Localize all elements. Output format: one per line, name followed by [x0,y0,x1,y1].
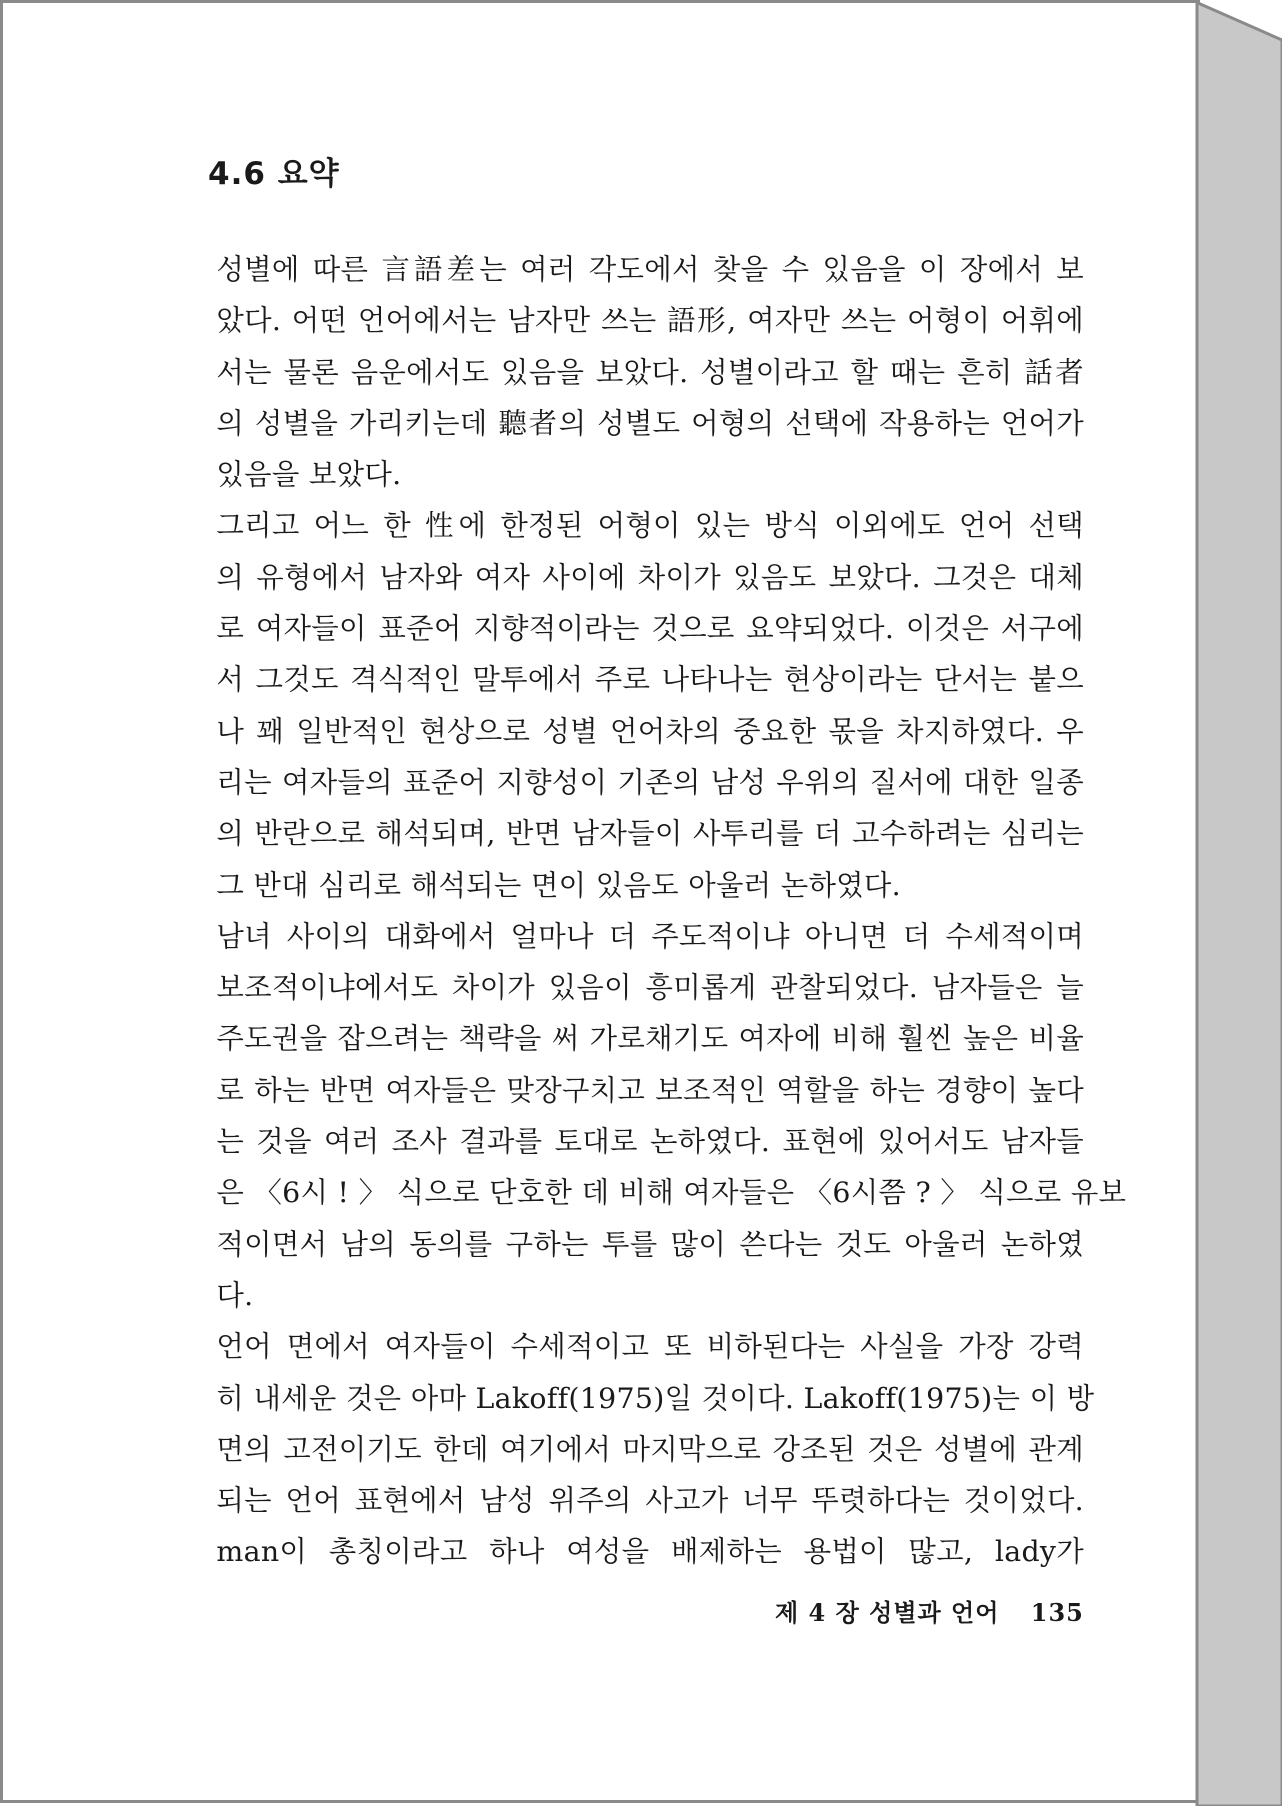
text-line: 그 반대 심리로 해석되는 면이 있음도 아울러 논하였다. [216,868,901,902]
text-line: 남녀 사이의 대화에서 얼마나 더 주도적이냐 아니면 더 수세적이며 [216,919,1084,953]
text-line: 로 여자들이 표준어 지향적이라는 것으로 요약되었다. 이것은 서구에 [216,612,1084,646]
page-number: 135 [1030,1598,1084,1627]
text-line: 다. [216,1278,254,1312]
text-line: 언어 면에서 여자들이 수세적이고 또 비하된다는 사실을 가장 강력 [216,1330,1084,1364]
chapter-running-title: 제 4 장 성별과 언어 [775,1598,1000,1627]
section-title: 4.6 요약 [208,156,340,192]
text-line: 있음을 보았다. [216,458,402,492]
text-line: 주도권을 잡으려는 책략을 써 가로채기도 여자에 비해 훨씬 높은 비율 [216,1022,1084,1056]
text-line: man이 총칭이라고 하나 여성을 배제하는 용법이 많고, lady가 [216,1535,1084,1569]
paragraph-2 [188,500,1084,910]
text-line: 성별에 따른 言語差는 여러 각도에서 찾을 수 있음을 이 장에서 보 [216,253,1084,286]
page-footer [775,1593,1084,1628]
paragraph-4 [188,1321,1095,1577]
paragraph-3 [188,911,1127,1321]
text-line: 히 내세운 것은 아마 Lakoff(1975)일 것이다. Lakoff(1975)는 이 방 [216,1381,1095,1415]
text-line: 그리고 어느 한 性에 한정된 어형이 있는 방식 이외에도 언어 선택 [216,509,1084,543]
body-text [188,244,1127,1578]
text-line: 리는 여자들의 표준어 지향성이 기존의 남성 우위의 질서에 대한 일종 [216,765,1084,799]
text-line: 로 하는 반면 여자들은 맞장구치고 보조적인 역할을 하는 경향이 높다 [216,1073,1084,1107]
text-line: 의 반란으로 해석되며, 반면 남자들이 사투리를 더 고수하려는 심리는 [216,817,1084,851]
text-line: 되는 언어 표현에서 남성 위주의 사고가 너무 뚜렷하다는 것이었다. [216,1484,1084,1518]
text-line: 는 것을 여러 조사 결과를 토대로 논하였다. 표현에 있어서도 남자들 [216,1125,1084,1159]
text-line: 은 〈6시 ! 〉 식으로 단호한 데 비해 여자들은 〈6시쯤 ? 〉 식으로 유보 [216,1176,1127,1210]
book-edge-shape [1197,0,1282,1806]
text-line: 서 그것도 격식적인 말투에서 주로 나타나는 현상이라는 단서는 붙으 [216,663,1084,697]
text-line: 보조적이냐에서도 차이가 있음이 흥미롭게 관찰되었다. 남자들은 늘 [216,971,1084,1005]
paragraph-1 [188,244,1084,500]
text-line: 의 유형에서 남자와 여자 사이에 차이가 있음도 보았다. 그것은 대체 [216,560,1084,594]
text-line: 적이면서 남의 동의를 구하는 투를 많이 쓴다는 것도 아울러 논하였 [216,1227,1084,1261]
text-line: 서는 물론 음운에서도 있음을 보았다. 성별이라고 할 때는 흔히 話者 [216,355,1084,389]
text-line: 의 성별을 가리키는데 聽者의 성별도 어형의 선택에 작용하는 언어가 [216,406,1084,440]
text-line: 나 꽤 일반적인 현상으로 성별 언어차의 중요한 몫을 차지하였다. 우 [216,714,1084,748]
text-line: 면의 고전이기도 한데 여기에서 마지막으로 강조된 것은 성별에 관계 [216,1432,1084,1466]
text-line: 았다. 어떤 언어에서는 남자만 쓰는 語形, 여자만 쓰는 어형이 어휘에 [216,304,1084,338]
